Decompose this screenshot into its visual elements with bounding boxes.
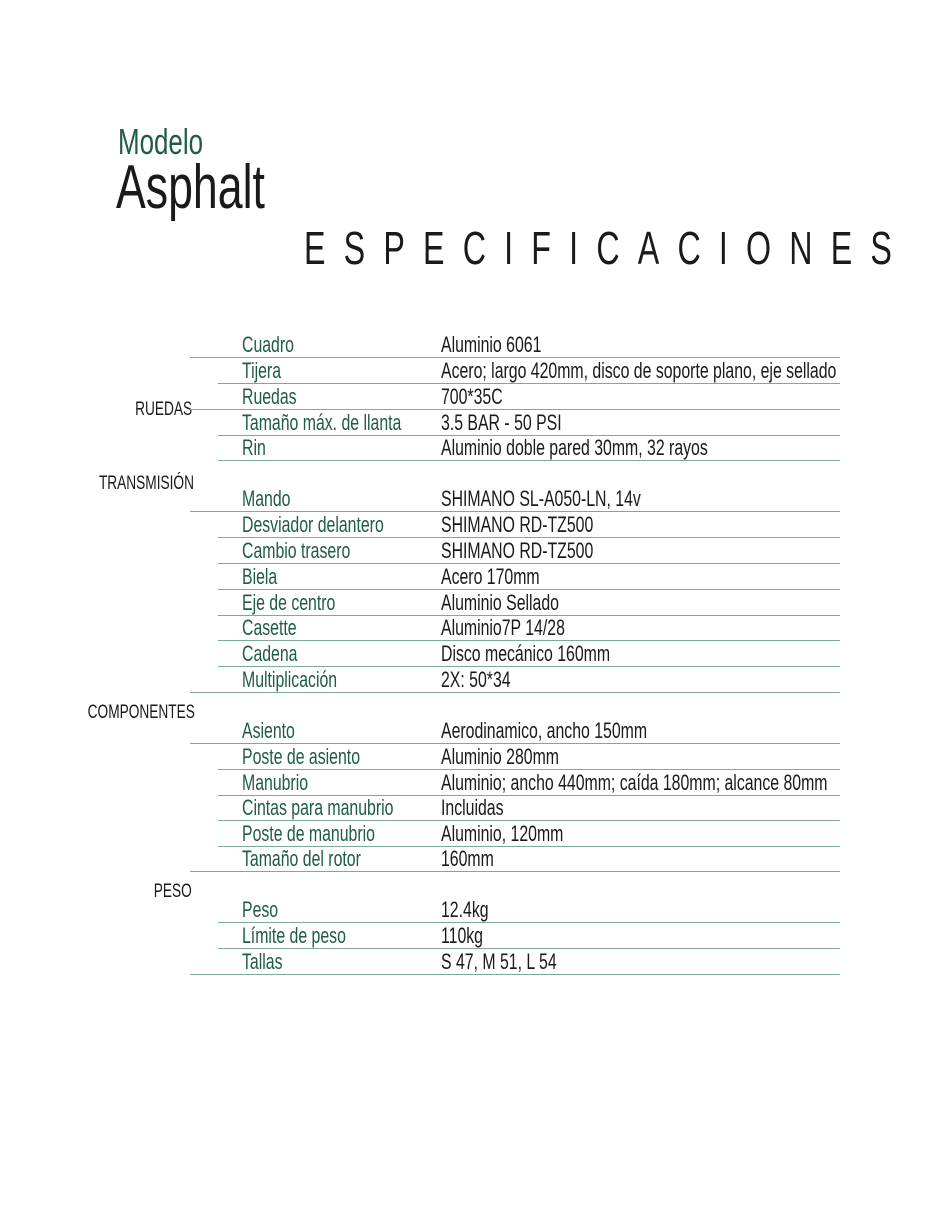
spec-row-desviador [218, 512, 840, 538]
spec-value: Aluminio doble pared 30mm, 32 rayos [441, 435, 708, 460]
spec-value: Aerodinamico, ancho 150mm [441, 718, 648, 743]
spec-key: Peso [242, 897, 279, 922]
spec-key: Mando [242, 486, 291, 511]
spec-value: Aluminio, 120mm [441, 821, 564, 846]
spec-key: Asiento [242, 718, 295, 743]
spec-row-peso [218, 897, 840, 923]
spec-key: Biela [242, 564, 278, 589]
spec-value: 2X: 50*34 [441, 667, 511, 692]
spec-value: Aluminio; ancho 440mm; caída 180mm; alcance 80mm [441, 770, 828, 795]
spec-key: Tamaño máx. de llanta [242, 410, 402, 435]
page-title: ESPECIFICACIONES [304, 222, 911, 274]
spec-row-cuadro [190, 332, 840, 358]
spec-key: Desviador delantero [242, 512, 384, 537]
spec-row-biela [218, 564, 840, 590]
spec-row-multiplicacion [190, 667, 840, 693]
spec-row-poste-manubrio [218, 821, 840, 847]
spec-key: Cintas para manubrio [242, 795, 394, 820]
spec-value: Acero; largo 420mm, disco de soporte plano, eje sellado [441, 358, 837, 383]
spec-row-casette [218, 615, 840, 641]
spec-value: Incluidas [441, 795, 504, 820]
model-eyebrow: Modelo [118, 121, 204, 162]
spec-value: 160mm [441, 846, 494, 871]
spec-key: Rin [242, 435, 266, 460]
spec-key: Eje de centro [242, 590, 336, 615]
spec-value: SHIMANO SL-A050-LN, 14v [441, 486, 641, 511]
spec-row-poste-asiento [218, 744, 840, 770]
spec-value: SHIMANO RD-TZ500 [441, 538, 594, 563]
spec-key: Manubrio [242, 770, 309, 795]
spec-value: Aluminio 6061 [441, 332, 542, 357]
spec-value: Aluminio 280mm [441, 744, 559, 769]
spec-key: Casette [242, 615, 297, 640]
spec-row-rin [218, 435, 840, 461]
section-label-ruedas: RUEDAS [134, 399, 192, 420]
section-label-peso: PESO [153, 881, 192, 902]
spec-row-tallas [190, 949, 840, 975]
spec-value: 12.4kg [441, 897, 489, 922]
spec-key: Tamaño del rotor [242, 846, 361, 871]
spec-key: Poste de manubrio [242, 821, 375, 846]
spec-row-manubrio [218, 770, 840, 796]
spec-row-limite-peso [218, 923, 840, 949]
spec-row-ruedas [190, 384, 840, 410]
spec-value: 110kg [441, 923, 483, 948]
spec-value: 700*35C [441, 384, 503, 409]
spec-key: Poste de asiento [242, 744, 361, 769]
spec-row-rotor [190, 846, 840, 872]
spec-row-cambio [218, 538, 840, 564]
section-label-transmision: TRANSMISIÓN [98, 473, 194, 494]
section-label-componentes: COMPONENTES [87, 702, 195, 723]
spec-value: SHIMANO RD-TZ500 [441, 512, 594, 537]
spec-row-eje [218, 590, 840, 616]
spec-key: Cambio trasero [242, 538, 351, 563]
spec-row-mando [190, 486, 840, 512]
spec-row-asiento [190, 718, 840, 744]
spec-key: Límite de peso [242, 923, 346, 948]
spec-value: Acero 170mm [441, 564, 540, 589]
spec-value: Disco mecánico 160mm [441, 641, 611, 666]
model-name: Asphalt [116, 153, 265, 222]
spec-key: Ruedas [242, 384, 297, 409]
spec-key: Tallas [242, 949, 283, 974]
spec-key: Multiplicación [242, 667, 338, 692]
spec-row-tamano-llanta [218, 410, 840, 436]
spec-row-cadena [218, 641, 840, 667]
spec-key: Cuadro [242, 332, 294, 357]
spec-row-tijera [218, 358, 840, 384]
spec-key: Tijera [242, 358, 282, 383]
spec-value: Aluminio Sellado [441, 590, 559, 615]
spec-value: S 47, M 51, L 54 [441, 949, 557, 974]
spec-value: Aluminio7P 14/28 [441, 615, 565, 640]
spec-key: Cadena [242, 641, 298, 666]
spec-value: 3.5 BAR - 50 PSI [441, 410, 562, 435]
spec-row-cintas [218, 795, 840, 821]
